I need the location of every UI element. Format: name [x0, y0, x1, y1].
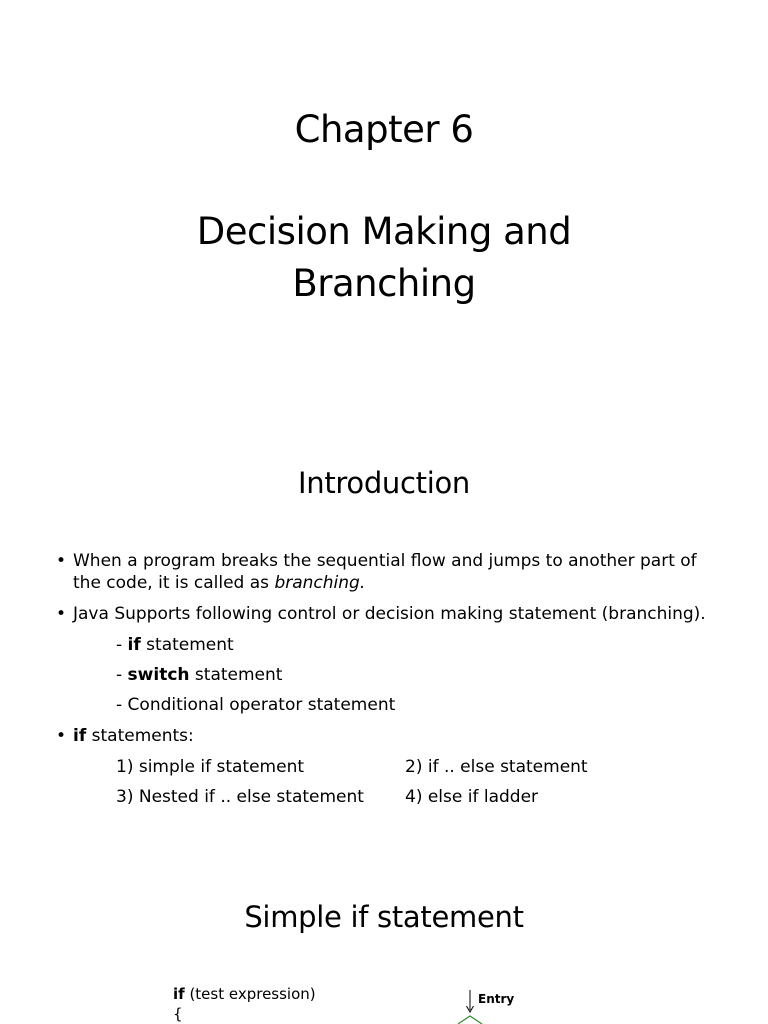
introduction-heading: Introduction — [297, 466, 470, 500]
code-open-brace: { — [173, 1005, 183, 1023]
statement-keyword: switch — [127, 665, 190, 685]
if-keyword: if — [73, 726, 87, 746]
code-expression: (test expression) — [184, 985, 316, 1003]
code-if-line — [173, 984, 316, 1004]
statement-rest: statement — [140, 635, 234, 655]
statement-item-switch — [116, 664, 282, 686]
statement-keyword: if — [127, 635, 141, 655]
statement-prefix: - — [116, 695, 128, 715]
bullet-text: Java Supports following control or decision making statement (branching). — [73, 604, 706, 624]
chapter-heading: Chapter 6 — [294, 108, 474, 151]
bullet-line-1: When a program breaks the sequential flow and jumps to another part of — [73, 551, 697, 571]
bullet-line-2 — [73, 572, 365, 594]
bullet-branching-definition — [56, 550, 736, 594]
code-keyword: if — [173, 985, 185, 1003]
statement-rest: Conditional operator statement — [127, 695, 396, 715]
if-type-item: 4) else if ladder — [405, 787, 539, 807]
title-line-1: Decision Making and — [196, 210, 572, 253]
if-type-item: 3) Nested if .. else statement — [116, 787, 364, 807]
branching-term: branching. — [274, 573, 366, 593]
statement-item-if — [116, 634, 234, 656]
if-type-item: 2) if .. else statement — [405, 757, 588, 777]
bullet-icon: • — [56, 604, 67, 624]
statement-prefix: - — [116, 635, 128, 655]
title-line-2: Branching — [292, 262, 476, 305]
statement-item-conditional — [116, 694, 395, 716]
flow-entry-label: Entry — [478, 992, 515, 1006]
statement-rest: statement — [189, 665, 283, 685]
if-type-item: 1) simple if statement — [116, 757, 305, 777]
bullet-icon: • — [56, 726, 67, 746]
bullet-if-statements — [56, 725, 356, 747]
bullet-java-supports — [56, 603, 736, 625]
bullet-line-2-text: the code, it is called as — [73, 573, 275, 593]
simple-if-heading: Simple if statement — [244, 900, 524, 934]
decision-diamond-top — [458, 1016, 482, 1024]
bullet-icon: • — [56, 551, 67, 571]
if-statements-label: statements: — [86, 726, 194, 746]
statement-prefix: - — [116, 665, 128, 685]
bullet-text — [73, 725, 194, 747]
